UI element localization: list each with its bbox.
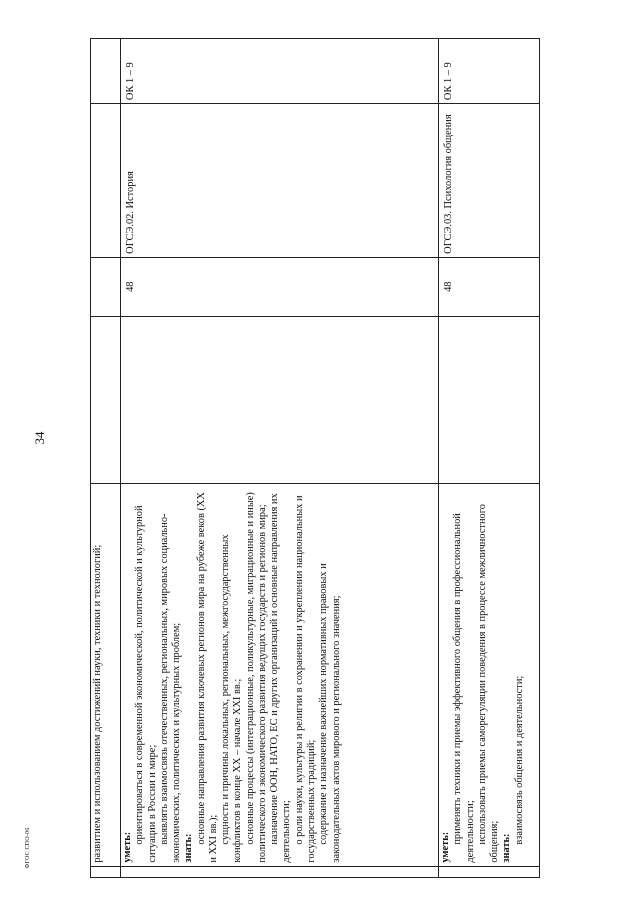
blank-cell [439, 316, 540, 483]
table-row [121, 39, 439, 878]
skills-cell [121, 483, 439, 866]
skill-item: содержание и назначение важнейших нормативных правовых и законодательных актов мирового и регионального значения; [318, 563, 342, 863]
section-heading: уметь: [440, 831, 451, 863]
table-row [439, 39, 540, 878]
curriculum-table [90, 38, 540, 878]
skill-item: выявлять взаимосвязь отечественных, региональных, мировых социально-экономических, политических и культурных проблем; [158, 513, 183, 863]
discipline-cell: ОГСЭ.03. Психология общения [439, 104, 540, 258]
skill-item: назначение ООН, НАТО, ЕС и других организаций и основные направления их деятельности; [269, 493, 293, 863]
page-number: 34 [32, 431, 47, 445]
skill-item: сущность и причины локальных, региональных, межгосударственных конфликтов в конце XX – начале XXI вв.; [220, 534, 244, 863]
skills-cell [91, 483, 121, 866]
blank-cell [439, 866, 540, 877]
discipline-cell: ОГСЭ.02. История [121, 104, 439, 258]
skill-item: развитием и использованием достижений науки, техники и технологий; [92, 544, 103, 863]
competencies-cell: ОК 1 – 9 [121, 39, 439, 104]
skill-item: взаимосвязь общения и деятельности; [513, 675, 525, 845]
section-heading: знать: [501, 833, 513, 863]
skill-item: ориентироваться в современной экономической, политической и культурной ситуации в России и мире; [134, 505, 158, 863]
skill-item: основные процессы (интеграционные, поликультурные, миграционные и иные) политического и экономического развития ведущих государств и регионов мира; [244, 492, 268, 863]
skill-item: о роли науки, культуры и религии в сохранении и укреплении национальных и государственных традиций; [293, 495, 317, 863]
blank-cell [121, 866, 439, 877]
blank-cell [91, 316, 121, 483]
blank-cell [121, 316, 439, 483]
skill-item: основные направления развития ключевых регионов мира на рубеже веков (XX и XXI вв.); [195, 492, 219, 863]
hours-cell: 48 [439, 257, 540, 316]
footer-code: ФГОС СПО-06 [25, 827, 31, 869]
discipline-cell [91, 104, 121, 258]
blank-cell [91, 866, 121, 877]
table-row [91, 39, 121, 878]
skill-item: применять техники и приемы эффективного общения в профессиональной деятельности; [452, 513, 476, 863]
competencies-cell: ОК 1 – 9 [439, 39, 540, 104]
skill-item: использовать приемы саморегуляции поведения в процессе межличностного общения; [476, 504, 501, 863]
hours-cell: 48 [121, 257, 439, 316]
rotated-table-container [90, 38, 540, 878]
competencies-cell [91, 39, 121, 104]
section-heading: знать: [183, 833, 195, 863]
skills-cell [439, 483, 540, 866]
hours-cell [91, 257, 121, 316]
section-heading: уметь: [122, 831, 133, 863]
